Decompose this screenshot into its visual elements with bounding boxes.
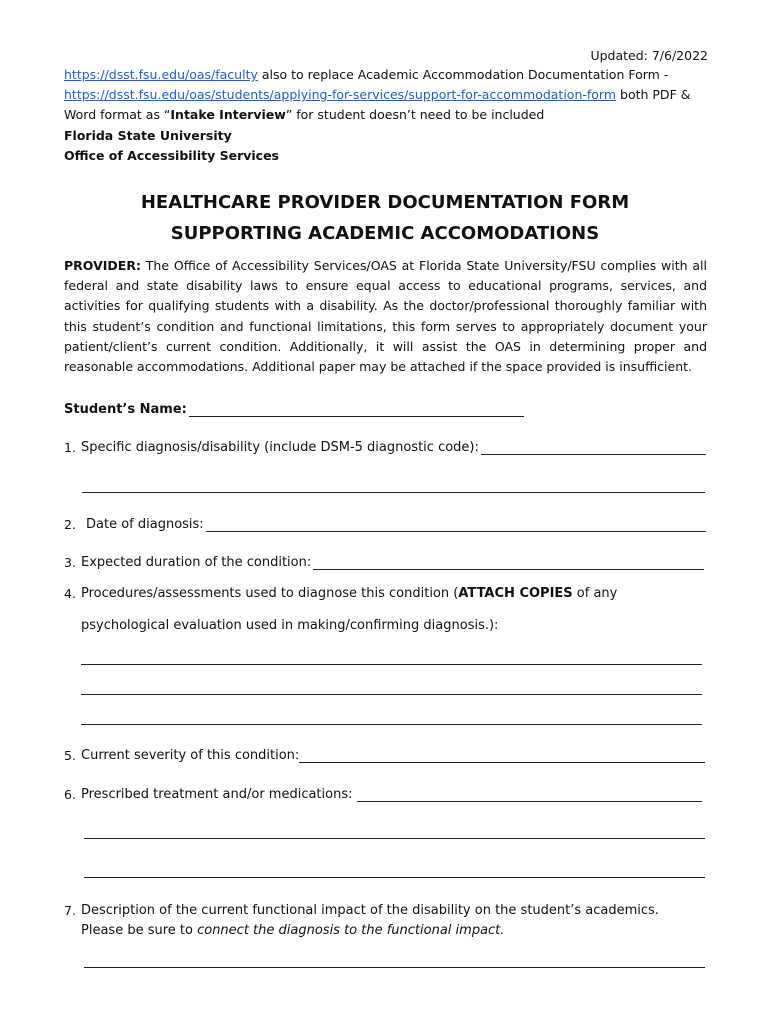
question-6-treatment[interactable]: 6. Prescribed treatment and/or medications:: [64, 787, 702, 802]
office-name: Office of Accessibility Services: [64, 148, 280, 163]
student-name-field[interactable]: Student’s Name:: [64, 402, 524, 417]
form-title-line-2: SUPPORTING ACADEMIC ACCOMODATIONS: [170, 223, 600, 244]
faculty-link[interactable]: https://dsst.fsu.edu/oas/faculty: [64, 67, 258, 82]
note-line-2: https://dsst.fsu.edu/oas/students/applying-for-services/support-for-accommodation-form both PDF &: [64, 87, 691, 102]
provider-paragraph: PROVIDER: The Office of Accessibility Services/OAS at Florida State University/FSU complies with all federal and state disability laws to ensure equal access to educational programs, services, and activities for qualifying students with a disability. As the doctor/professional thoroughly familiar with this student’s condition and functional limitations, this form serves to appropriately document your patient/client’s current condition. Additionally, it will assist the OAS in determining proper and reasonable accommodations. Additional paper may be attached if the space provided is insufficient.: [64, 258, 707, 375]
provider-label: PROVIDER:: [64, 258, 141, 273]
question-6-blank-line-2[interactable]: [84, 877, 705, 878]
note-line-1: https://dsst.fsu.edu/oas/faculty also to replace Academic Accommodation Documentation Form -: [64, 67, 669, 82]
form-title-line-1: HEALTHCARE PROVIDER DOCUMENTATION FORM: [140, 192, 630, 213]
question-7-functional-impact: 7. Description of the current functional impact of the disability on the student’s academics.: [64, 903, 659, 918]
note-line-3: Word format as “Intake Interview” for student doesn’t need to be included: [64, 107, 545, 122]
support-form-link[interactable]: https://dsst.fsu.edu/oas/students/applying-for-services/support-for-accommodation-form: [64, 87, 617, 102]
question-5-severity[interactable]: 5. Current severity of this condition:: [64, 748, 705, 763]
question-4-line-2: psychological evaluation used in making/confirming diagnosis.):: [81, 618, 499, 633]
question-3-duration[interactable]: 3. Expected duration of the condition:: [64, 555, 704, 570]
question-4-blank-line-3[interactable]: [81, 724, 702, 725]
question-1-blank-line[interactable]: [82, 492, 705, 493]
question-7-blank-line-1[interactable]: [84, 967, 705, 968]
question-4-blank-line-1[interactable]: [81, 664, 702, 665]
question-6-blank-line-1[interactable]: [84, 838, 705, 839]
student-name-line[interactable]: [189, 403, 524, 417]
university-name: Florida State University: [64, 128, 232, 143]
updated-date: Updated: 7/6/2022: [590, 48, 708, 63]
question-4-procedures: 4. Procedures/assessments used to diagnose this condition (ATTACH COPIES of any: [64, 586, 618, 601]
question-4-blank-line-2[interactable]: [81, 694, 702, 695]
question-7-line-2: Please be sure to connect the diagnosis to the functional impact.: [81, 923, 505, 938]
question-1-diagnosis[interactable]: 1. Specific diagnosis/disability (include DSM-5 diagnostic code):: [64, 440, 706, 455]
question-2-date[interactable]: 2. Date of diagnosis:: [64, 517, 706, 532]
